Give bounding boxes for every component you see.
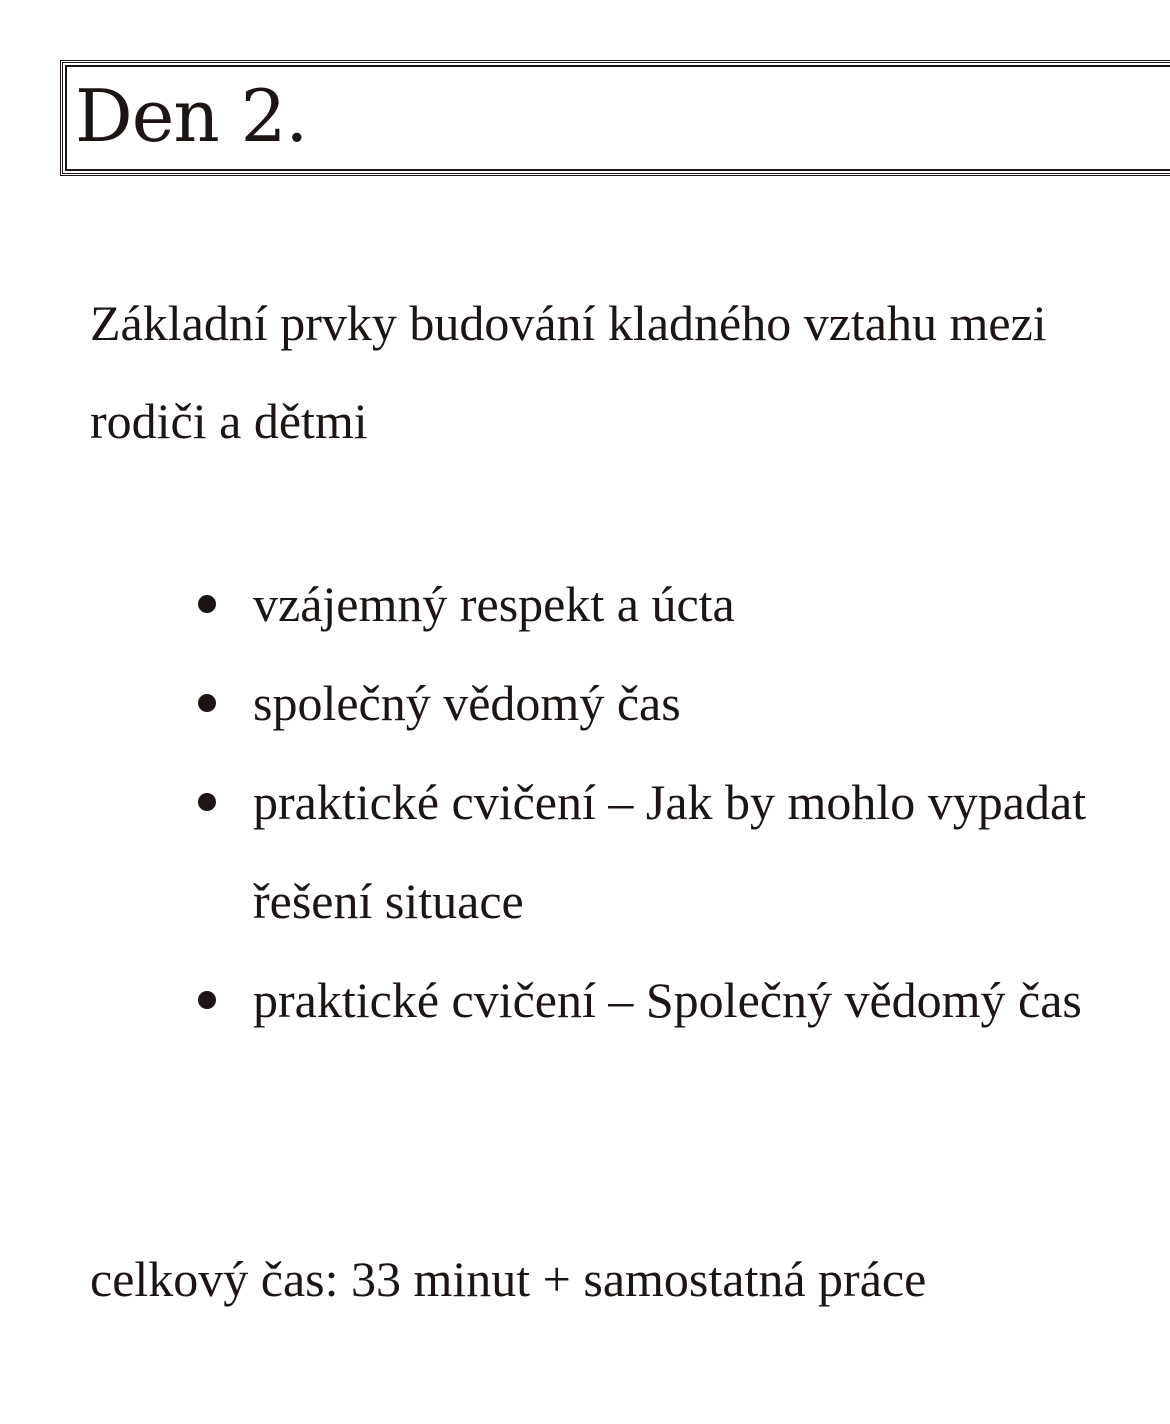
intro-text: Základní prvky budování kladného vztahu mezi rodiči a dětmi [90,295,1047,449]
list-item [190,951,1090,1050]
bullet-icon [198,694,216,712]
topic-list [190,555,1090,1050]
list-item-text: společný vědomý čas [253,675,681,731]
bullet-icon [198,991,216,1009]
list-item-text: vzájemný respekt a úcta [253,576,735,632]
bullet-icon [198,595,216,613]
list-item [190,555,1090,654]
total-time: celkový čas: 33 minut + samostatná práce [90,1251,927,1307]
list-item [190,753,1090,951]
list-item-text: praktické cvičení – Jak by mohlo vypadat řešení situace [253,774,1087,929]
title-box [60,60,1170,176]
list-item [190,654,1090,753]
page-title: Den 2. [75,74,308,158]
list-item-text: praktické cvičení – Společný vědomý čas [253,972,1082,1028]
bullet-icon [198,793,216,811]
